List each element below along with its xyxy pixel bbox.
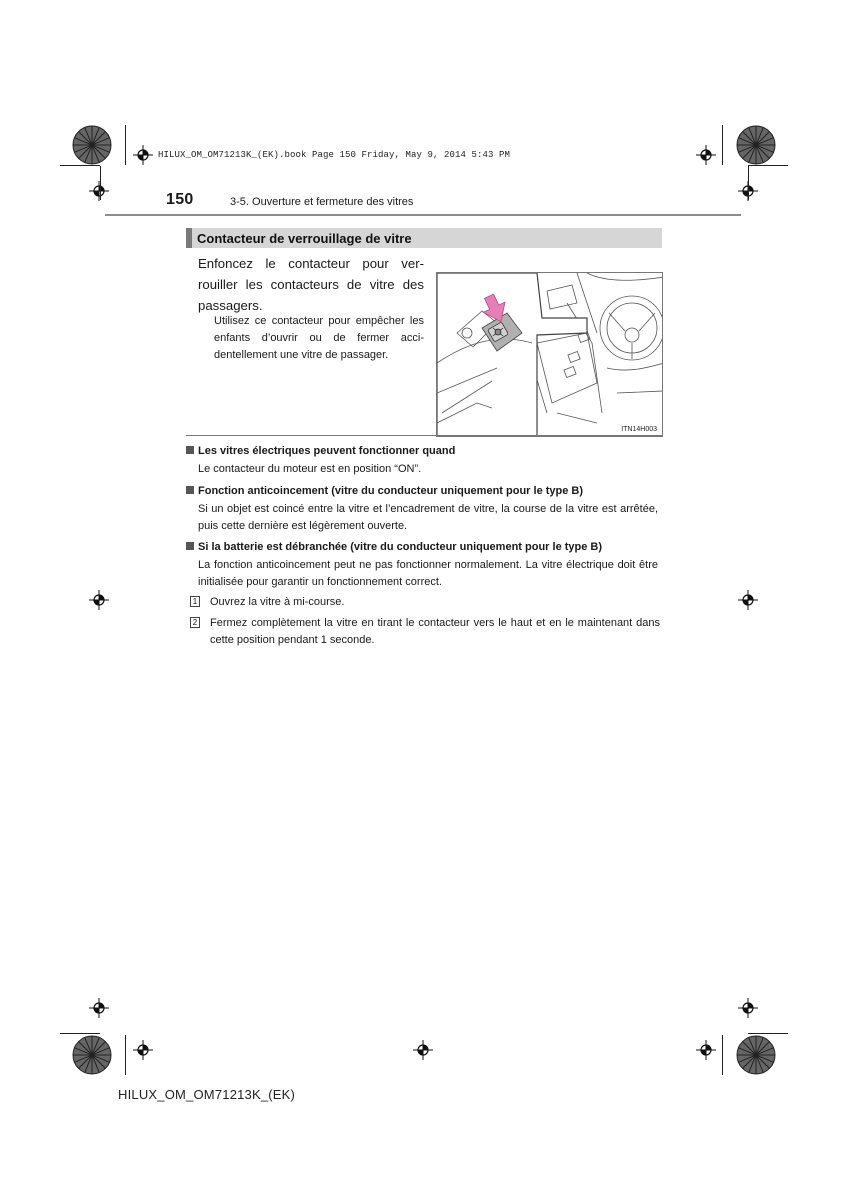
crop-line bbox=[60, 1033, 100, 1034]
registration-mark-icon bbox=[696, 1040, 716, 1060]
section-lead: Enfoncez le contacteur pour ver-rouiller les contacteurs de vitre des passagers. bbox=[198, 256, 424, 313]
header-divider bbox=[105, 214, 741, 216]
crop-line bbox=[722, 1035, 723, 1075]
step-text: Ouvrez la vitre à mi-course. bbox=[210, 596, 345, 608]
crop-line bbox=[722, 125, 723, 165]
registration-mark-icon bbox=[738, 998, 758, 1018]
bullet-square-icon bbox=[186, 446, 194, 454]
chapter-title: 3-5. Ouverture et fermeture des vitres bbox=[230, 196, 414, 208]
step-number-box: 2 bbox=[190, 617, 200, 628]
registration-mark-icon bbox=[89, 590, 109, 610]
bullet-square-icon bbox=[186, 486, 194, 494]
registration-mark-icon bbox=[133, 1040, 153, 1060]
info-text-power-windows: Le contacteur du moteur est en position “ON”. bbox=[198, 463, 422, 475]
info-text-anti-pinch: Si un objet est coincé entre la vitre et l’encadrement de vitre, la course de la vitre est arrêtée, puis cette dernière est légèrement ouverte. bbox=[198, 503, 658, 532]
registration-mark-icon bbox=[89, 998, 109, 1018]
info-heading-power-windows bbox=[186, 445, 455, 457]
footer-book-code: HILUX_OM_OM71213K_(EK) bbox=[118, 1087, 296, 1102]
crop-line bbox=[125, 125, 126, 165]
info-heading-text: Les vitres électriques peuvent fonctionner quand bbox=[198, 445, 456, 457]
banner-tab bbox=[186, 228, 192, 248]
registration-mark-icon bbox=[89, 181, 109, 201]
info-heading-text: Fonction anticoincement (vitre du conducteur uniquement pour le type B) bbox=[198, 485, 584, 497]
section-title: Contacteur de verrouillage de vitre bbox=[197, 231, 412, 246]
info-heading-text: Si la batterie est débranchée (vitre du conducteur uniquement pour le type B) bbox=[198, 541, 603, 553]
registration-mark-icon bbox=[133, 145, 153, 165]
step-number-box: 1 bbox=[190, 596, 200, 607]
registration-rosette-icon bbox=[736, 1035, 776, 1075]
crop-line bbox=[748, 165, 788, 166]
bullet-square-icon bbox=[186, 542, 194, 550]
section-banner bbox=[186, 228, 662, 248]
step-text: Fermez complètement la vitre en tirant le contacteur vers le haut et en le maintenant dans cette position pendant 1 seconde. bbox=[210, 617, 660, 646]
info-heading-anti-pinch bbox=[186, 485, 583, 497]
crop-line bbox=[125, 1035, 126, 1075]
book-info: HILUX_OM_OM71213K_(EK).book Page 150 Friday, May 9, 2014 5:43 PM bbox=[158, 150, 511, 160]
registration-mark-icon bbox=[413, 1040, 433, 1060]
crop-line bbox=[60, 165, 100, 166]
crop-line bbox=[748, 1033, 788, 1034]
registration-mark-icon bbox=[738, 590, 758, 610]
registration-rosette-icon bbox=[72, 1035, 112, 1075]
registration-rosette-icon bbox=[72, 125, 112, 165]
crop-line bbox=[748, 166, 749, 200]
info-heading-battery bbox=[186, 541, 602, 553]
registration-mark-icon bbox=[696, 145, 716, 165]
registration-rosette-icon bbox=[736, 125, 776, 165]
car-interior-illustration bbox=[437, 273, 663, 437]
section-note: Utilisez ce contacteur pour empêcher les enfants d’ouvrir ou de fermer acci-dentellement une vitre de passager. bbox=[214, 315, 424, 361]
figure-code: ITN14H003 bbox=[621, 426, 657, 433]
info-text-battery: La fonction anticoincement peut ne pas fonctionner normalement. La vitre électrique doit être initialisée pour garantir un fonctionnement correct. bbox=[198, 559, 658, 588]
page-number: 150 bbox=[166, 191, 194, 208]
section-divider bbox=[186, 435, 662, 436]
crop-line bbox=[100, 166, 101, 200]
window-lock-figure bbox=[436, 272, 663, 437]
